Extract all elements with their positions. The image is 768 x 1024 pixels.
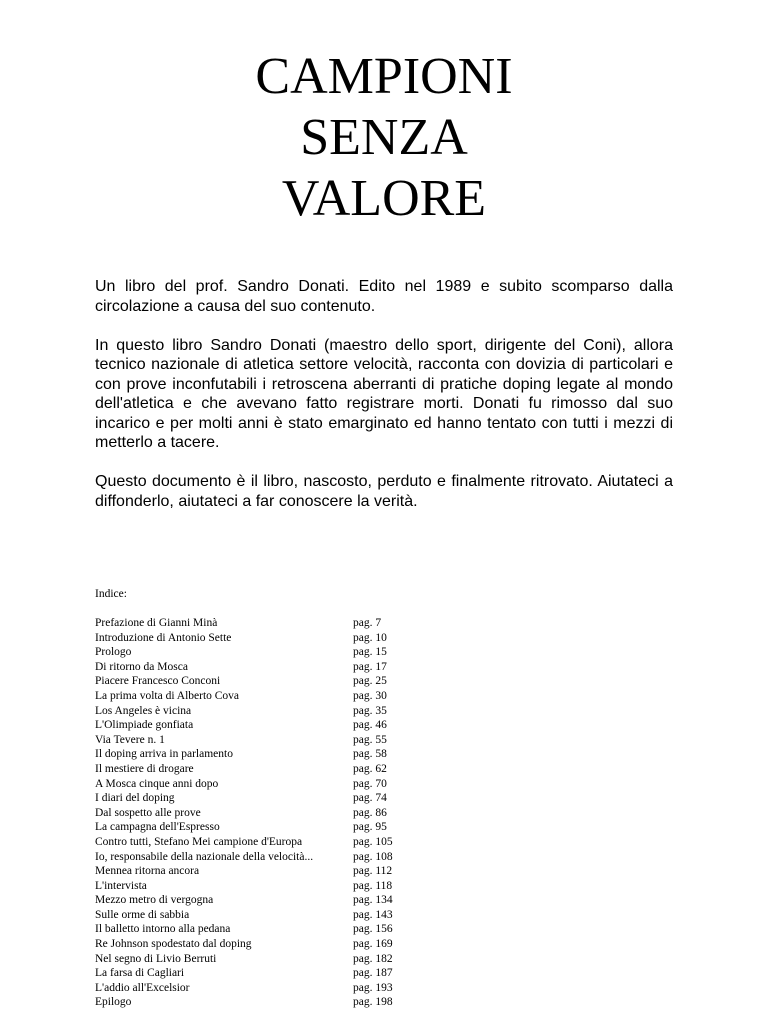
toc-entry-page: pag. 70 — [353, 777, 387, 790]
toc-entry — [95, 660, 415, 675]
toc-entry-title: Contro tutti, Stefano Mei campione d'Europa — [95, 835, 303, 848]
toc-entry-page: pag. 55 — [353, 733, 387, 746]
toc-entry-page: pag. 46 — [353, 719, 387, 732]
toc-entry — [95, 791, 415, 806]
title-line: SENZA — [300, 109, 468, 166]
toc-entry-page: pag. 182 — [353, 952, 393, 965]
toc-entry-title: I diari del doping — [95, 792, 175, 805]
toc-entry — [95, 747, 415, 762]
toc-entry-title: Via Tevere n. 1 — [95, 733, 165, 746]
toc-entry — [95, 922, 415, 937]
toc-entry-page: pag. 193 — [353, 981, 393, 994]
toc-entry — [95, 704, 415, 719]
toc-entry-title: Il mestiere di drogare — [95, 762, 194, 775]
toc-entry-page: pag. 112 — [353, 865, 393, 878]
toc-entry-page: pag. 58 — [353, 748, 387, 761]
toc-entry-page: pag. 10 — [353, 631, 387, 644]
toc-entry-page: pag. 169 — [353, 938, 393, 951]
toc-entry-title: L'intervista — [95, 879, 147, 892]
toc-entry-title: Nel segno di Livio Berruti — [95, 952, 217, 965]
toc-entry-page: pag. 95 — [353, 821, 387, 834]
intro-text — [95, 277, 673, 531]
toc-entry — [95, 952, 415, 967]
table-of-contents — [95, 616, 415, 1010]
toc-entry — [95, 908, 415, 923]
toc-entry — [95, 981, 415, 996]
toc-entry-page: pag. 86 — [353, 806, 387, 819]
toc-entry — [95, 777, 415, 792]
toc-entry-title: L'addio all'Excelsior — [95, 981, 190, 994]
toc-entry-page: pag. 156 — [353, 923, 393, 936]
toc-entry-page: pag. 25 — [353, 675, 387, 688]
toc-entry-title: La campagna dell'Espresso — [95, 821, 220, 834]
intro-paragraph: In questo libro Sandro Donati (maestro dello sport, dirigente del Coni), allora tecnico nazionale di atletica settore velocità, racconta con dovizia di particolari e con prove inconfutabili i retroscena aberranti di pratiche doping legate al mondo dell'atletica e che avevano fatto registrare morti. Donati fu rimosso dal suo incarico e per molti anni è stato emarginato ed hanno tentato con tutti i mezzi di metterlo a tacere. — [95, 336, 673, 451]
toc-entry — [95, 966, 415, 981]
toc-entry-title: La farsa di Cagliari — [95, 967, 185, 980]
toc-entry — [95, 645, 415, 660]
title-line: CAMPIONI — [255, 48, 513, 105]
toc-entry-page: pag. 30 — [353, 689, 387, 702]
toc-entry — [95, 616, 415, 631]
toc-entry-title: Epilogo — [95, 996, 132, 1009]
toc-entry-title: La prima volta di Alberto Cova — [95, 689, 240, 702]
toc-entry — [95, 806, 415, 821]
toc-entry-page: pag. 187 — [353, 967, 393, 980]
toc-entry-title: Mennea ritorna ancora — [95, 865, 200, 878]
toc-entry — [95, 820, 415, 835]
toc-entry — [95, 733, 415, 748]
toc-entry-title: Il doping arriva in parlamento — [95, 748, 233, 761]
toc-entry — [95, 995, 415, 1010]
toc-entry-page: pag. 105 — [353, 835, 393, 848]
toc-entry-page: pag. 118 — [353, 879, 393, 892]
toc-entry — [95, 893, 415, 908]
toc-entry-title: Sulle orme di sabbia — [95, 908, 190, 921]
toc-entry-page: pag. 17 — [353, 660, 387, 673]
document-title — [0, 46, 768, 229]
toc-entry-title: Di ritorno da Mosca — [95, 660, 188, 673]
toc-entry-title: L'Olimpiade gonfiata — [95, 719, 194, 732]
toc-entry-title: Dal sospetto alle prove — [95, 806, 201, 819]
toc-entry-page: pag. 108 — [353, 850, 393, 863]
toc-entry-page: pag. 74 — [353, 792, 387, 805]
toc-entry-title: Re Johnson spodestato dal doping — [95, 938, 252, 951]
toc-entry-title: Piacere Francesco Conconi — [95, 675, 221, 688]
toc-entry-page: pag. 35 — [353, 704, 387, 717]
toc-entry-page: pag. 15 — [353, 646, 387, 659]
intro-paragraph: Un libro del prof. Sandro Donati. Edito nel 1989 e subito scomparso dalla circolazione a causa del suo contenuto. — [95, 278, 673, 315]
toc-entry — [95, 835, 415, 850]
toc-entry — [95, 864, 415, 879]
toc-entry — [95, 879, 415, 894]
toc-entry-page: pag. 134 — [353, 894, 393, 907]
index-heading: Indice: — [95, 588, 127, 600]
toc-entry-title: Il balletto intorno alla pedana — [95, 923, 231, 936]
toc-entry — [95, 631, 415, 646]
toc-entry — [95, 674, 415, 689]
toc-entry-page: pag. 7 — [353, 617, 382, 629]
toc-entry-title: Introduzione di Antonio Sette — [95, 631, 232, 644]
toc-entry-page: pag. 198 — [353, 996, 393, 1009]
toc-entry — [95, 718, 415, 733]
intro-paragraph: Questo documento è il libro, nascosto, perduto e finalmente ritrovato. Aiutateci a diffonderlo, aiutateci a far conoscere la verità. — [95, 473, 673, 510]
toc-entry — [95, 850, 415, 865]
toc-entry — [95, 689, 415, 704]
toc-entry — [95, 937, 415, 952]
toc-entry-page: pag. 143 — [353, 908, 393, 921]
toc-entry-title: Los Angeles è vicina — [95, 704, 192, 717]
toc-entry-title: Prologo — [95, 646, 132, 659]
toc-entry-title: Io, responsabile della nazionale della velocità... — [95, 850, 314, 863]
toc-entry-title: Mezzo metro di vergogna — [95, 894, 214, 907]
toc-entry-page: pag. 62 — [353, 762, 387, 775]
title-line: VALORE — [281, 170, 487, 227]
toc-entry — [95, 762, 415, 777]
toc-entry-title: A Mosca cinque anni dopo — [95, 777, 219, 790]
toc-entry-title: Prefazione di Gianni Minà — [95, 617, 218, 629]
